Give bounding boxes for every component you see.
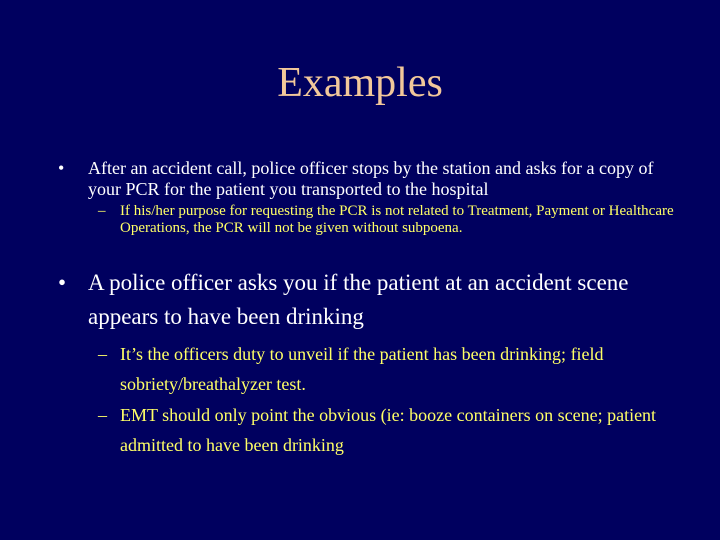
bullet-2 <box>58 266 678 334</box>
subitem-marker: – <box>98 344 107 364</box>
bullet-1 <box>58 158 678 200</box>
bullet-marker: • <box>58 270 67 295</box>
subitem-text: If his/her purpose for requesting the PCR is not related to Treatment, Payment or Healthcare Operations, the PCR will not be given without subpoena. <box>120 203 674 236</box>
bullet-marker: • <box>58 158 65 178</box>
bullet-text: After an accident call, police officer stops by the station and asks for a copy of your PCR for the patient you transported to the hospital <box>88 158 654 199</box>
subitem-text: It’s the officers duty to unveil if the patient has been drinking; field sobriety/breathalyzer test. <box>120 344 604 394</box>
subitem-text: EMT should only point the obvious (ie: booze containers on scene; patient admitted to have been drinking <box>120 405 657 455</box>
bullet-1-subitem-1 <box>58 203 678 237</box>
bullet-2-subitem-1 <box>58 339 678 399</box>
bullet-text: A police officer asks you if the patient at an accident scene appears to have been drinking <box>88 270 629 329</box>
slide-title: Examples <box>277 60 443 106</box>
subitem-marker: – <box>98 405 107 425</box>
bullet-2-subitem-2 <box>58 400 678 460</box>
subitem-marker: – <box>98 203 106 219</box>
